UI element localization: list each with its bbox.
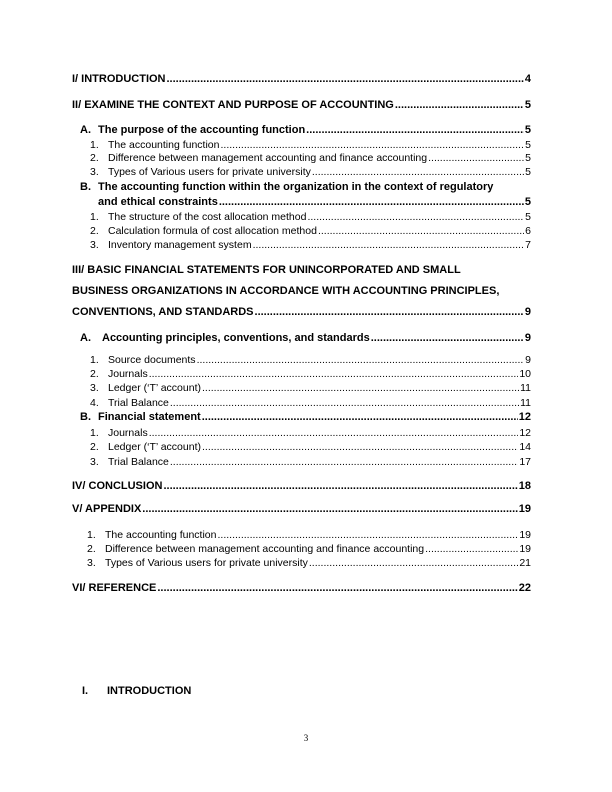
leader-dots [428, 152, 524, 165]
toc-page-number: 10 [519, 368, 531, 380]
toc-entry-purpose-accounting[interactable] [80, 124, 531, 137]
toc-entry-text: and ethical constraints [98, 196, 218, 208]
toc-entry-number: B. [80, 411, 91, 423]
leader-dots [170, 397, 519, 410]
leader-dots [318, 225, 524, 238]
leader-dots [149, 368, 519, 381]
toc-page-number: 22 [518, 582, 531, 594]
toc-entry-number: B. [80, 181, 91, 193]
toc-entry-number: A. [80, 124, 91, 136]
toc-entry-number: 3. [90, 382, 99, 394]
toc-entry-text: Accounting principles, conventions, and standards [102, 332, 370, 344]
toc-subentry[interactable] [90, 139, 531, 152]
toc-entry-continuation[interactable] [98, 196, 531, 209]
toc-entry-text: Calculation formula of cost allocation method [108, 225, 317, 237]
toc-page-number: 5 [525, 139, 531, 151]
toc-subentry[interactable] [90, 239, 531, 252]
toc-entry-number: 3. [90, 166, 99, 178]
toc-entry-text: I/ INTRODUCTION [72, 73, 166, 85]
toc-page-number: 9 [525, 354, 531, 366]
toc-subentry[interactable] [90, 166, 531, 179]
toc-entry-text: Source documents [108, 354, 196, 366]
leader-dots [307, 211, 524, 224]
leader-dots [219, 196, 524, 209]
toc-entry-text: Journals [108, 427, 148, 439]
leader-dots [202, 441, 518, 454]
toc-entry-text: II/ EXAMINE THE CONTEXT AND PURPOSE OF ACCOUNTING [72, 99, 394, 111]
toc-entry-text: Inventory management system [108, 239, 252, 251]
leader-dots [157, 582, 517, 595]
toc-entry-text: IV/ CONCLUSION [72, 480, 163, 492]
toc-page-number: 9 [524, 306, 531, 318]
toc-entry-text: III/ BASIC FINANCIAL STATEMENTS FOR UNINCORPORATED AND SMALL [72, 264, 461, 276]
toc-page-number: 5 [524, 124, 531, 136]
toc-entry-text: The accounting function [108, 139, 220, 151]
toc-page-number: 7 [525, 239, 531, 251]
toc-entry-number: 2. [90, 225, 99, 237]
leader-dots [163, 480, 517, 493]
toc-page-number: 11 [520, 397, 531, 409]
toc-subentry[interactable] [87, 557, 531, 570]
leader-dots [255, 306, 524, 319]
toc-entry-number: 2. [90, 368, 99, 380]
toc-entry-text: Types of Various users for private university [105, 557, 308, 569]
toc-entry-number: 3. [90, 239, 99, 251]
toc-page-number: 12 [519, 427, 531, 439]
leader-dots [253, 239, 525, 252]
toc-entry-reference[interactable] [72, 582, 531, 595]
toc-entry-text: The structure of the cost allocation method [108, 211, 307, 223]
leader-dots [167, 73, 524, 86]
toc-subentry[interactable] [90, 152, 531, 165]
toc-subentry[interactable] [90, 354, 531, 367]
page-number: 3 [303, 733, 309, 743]
leader-dots [309, 557, 518, 570]
toc-page-number: 18 [518, 480, 531, 492]
leader-dots [202, 411, 518, 424]
toc-entry-number: 4. [90, 397, 99, 409]
toc-subentry[interactable] [90, 397, 531, 410]
toc-entry-introduction[interactable] [72, 73, 531, 86]
toc-entry-text: VI/ REFERENCE [72, 582, 157, 594]
toc-entry-conclusion[interactable] [72, 480, 531, 493]
toc-entry-financial-statement[interactable] [80, 411, 531, 424]
toc-entry-number: 1. [90, 354, 99, 366]
toc-subentry[interactable] [90, 211, 531, 224]
toc-entry-text: The purpose of the accounting function [98, 124, 306, 136]
leader-dots [197, 354, 525, 367]
heading-number: I. [82, 685, 89, 697]
toc-page-number: 21 [519, 557, 531, 569]
leader-dots [312, 166, 524, 179]
toc-entry-examine-context[interactable] [72, 99, 531, 112]
toc-entry-number: 1. [90, 139, 99, 151]
toc-entry-text: V/ APPENDIX [72, 503, 142, 515]
toc-entry-text: BUSINESS ORGANIZATIONS IN ACCORDANCE WITH ACCOUNTING PRINCIPLES, [72, 285, 500, 297]
leader-dots [170, 456, 518, 469]
toc-page-number: 14 [519, 441, 531, 453]
heading-text: INTRODUCTION [107, 685, 192, 697]
toc-entry-basic-financial-statements[interactable] [72, 264, 461, 277]
toc-subentry[interactable] [90, 456, 531, 469]
toc-page-number: 5 [524, 196, 531, 208]
leader-dots [395, 99, 524, 112]
leader-dots [425, 543, 518, 556]
toc-entry-number: 2. [87, 543, 96, 555]
toc-page-number: 17 [519, 456, 531, 468]
toc-entry-number: 1. [90, 211, 99, 223]
toc-page-number: 12 [518, 411, 531, 423]
toc-entry-text: Difference between management accounting and finance accounting [105, 543, 425, 555]
toc-entry-number: 2. [90, 152, 99, 164]
toc-entry-text: CONVENTIONS, AND STANDARDS [72, 306, 254, 318]
leader-dots [218, 529, 519, 542]
toc-entry-text: Ledger (‘T’ account) [108, 441, 201, 453]
toc-entry-accounting-principles[interactable] [80, 332, 531, 345]
section-heading-introduction [82, 685, 191, 697]
toc-page-number: 4 [524, 73, 531, 85]
toc-entry-text: The accounting function [105, 529, 217, 541]
toc-entry-text: Journals [108, 368, 148, 380]
leader-dots [221, 139, 525, 152]
toc-page-number: 6 [525, 225, 531, 237]
toc-page-number: 5 [525, 152, 531, 164]
toc-subentry[interactable] [90, 441, 531, 454]
toc-page-number: 19 [519, 543, 531, 555]
toc-subentry[interactable] [87, 543, 531, 556]
toc-entry-number: 1. [90, 427, 99, 439]
toc-subentry[interactable] [90, 368, 531, 381]
toc-entry-number: 3. [90, 456, 99, 468]
toc-page-number: 5 [524, 99, 531, 111]
leader-dots [149, 427, 519, 440]
toc-subentry[interactable] [87, 529, 531, 542]
toc-entry-appendix[interactable] [72, 503, 531, 516]
toc-entry-text: The accounting function within the organization in the context of regulatory [98, 181, 494, 193]
toc-entry-text: Trial Balance [108, 456, 169, 468]
toc-entry-text: Trial Balance [108, 397, 169, 409]
toc-page-number: 19 [518, 503, 531, 515]
toc-page-number: 9 [524, 332, 531, 344]
toc-page-number: 11 [520, 382, 531, 394]
leader-dots [371, 332, 524, 345]
toc-page-number: 19 [519, 529, 531, 541]
toc-entry-continuation[interactable] [72, 285, 499, 298]
toc-subentry[interactable] [90, 427, 531, 440]
leader-dots [142, 503, 517, 516]
leader-dots [306, 124, 524, 137]
leader-dots [202, 382, 519, 395]
toc-entry-continuation[interactable] [72, 306, 531, 319]
toc-subentry[interactable] [90, 382, 531, 395]
toc-page-number: 5 [525, 211, 531, 223]
toc-entry-text: Difference between management accounting and finance accounting [108, 152, 428, 164]
toc-entry-number: 1. [87, 529, 96, 541]
toc-entry-accounting-function-organization[interactable] [80, 181, 493, 194]
toc-entry-text: Ledger (‘T’ account) [108, 382, 201, 394]
toc-subentry[interactable] [90, 225, 531, 238]
toc-entry-text: Types of Various users for private university [108, 166, 311, 178]
toc-entry-number: A. [80, 332, 91, 344]
toc-entry-number: 3. [87, 557, 96, 569]
toc-entry-number: 2. [90, 441, 99, 453]
toc-page-number: 5 [525, 166, 531, 178]
toc-entry-text: Financial statement [98, 411, 201, 423]
